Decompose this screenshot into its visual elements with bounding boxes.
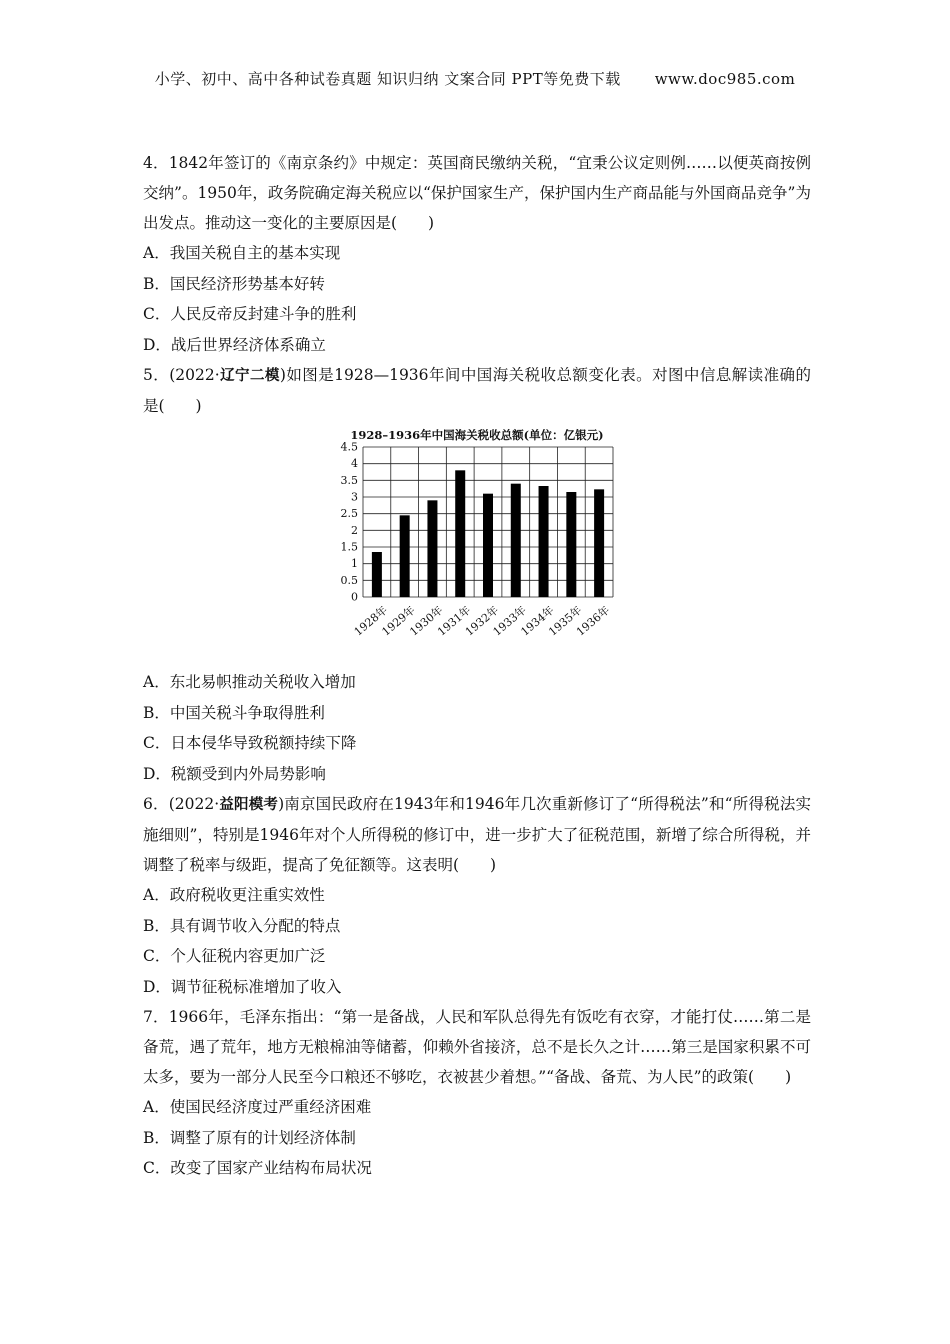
x-tick-label: 1931年 (435, 603, 474, 639)
bar-1935年 (566, 492, 576, 597)
bar-1929年 (400, 515, 410, 597)
option-c: C．人民反帝反封建斗争的胜利 (143, 305, 357, 323)
option-a: A．使国民经济度过严重经济困难 (143, 1098, 372, 1116)
question-6 (143, 789, 811, 1002)
bar-1933年 (511, 484, 521, 597)
header-text: 小学、初中、高中各种试卷真题 知识归纳 文案合同 PPT等免费下载 (154, 70, 621, 88)
question-text: 1966年，毛泽东指出：“第一是备战，人民和军队总得先有饭吃有衣穿，才能打仗……第二是备荒，遇了荒年，地方无粮棉油等储蓄，仰赖外省接济，总不是长久之计……第三是国家积累不可太多，要为一部分人民至今口粮还不够吃，衣被甚少着想。”“备战、备荒、为人民”的政策( ) (143, 1008, 811, 1086)
bar-1930年 (427, 500, 437, 597)
question-number: 6． (143, 795, 169, 813)
bar-1931年 (455, 470, 465, 597)
question-stem (143, 1002, 811, 1092)
option-b: B．中国关税斗争取得胜利 (143, 703, 325, 722)
y-tick-label: 4.5 (340, 440, 358, 454)
option-a: A．东北易帜推动关税收入增加 (143, 673, 356, 691)
bar-1928年 (372, 552, 382, 597)
option-c: C．个人征税内容更加广泛 (143, 947, 326, 965)
chart-bars (372, 470, 604, 597)
question-text: )如图是1928—1936年间中国海关税收总额变化表。对图中信息解读准确的是( ) (143, 366, 811, 415)
question-source: 辽宁二模 (219, 368, 280, 384)
question-text: 1842年签订的《南京条约》中规定：英国商民缴纳关税，“宜秉公议定则例……以便英商按例交纳”。1950年，政务院确定海关税应以“保护国家生产，保护国内生产商品能与外国商品竞争”为出发点。推动这一变化的主要原因是( ) (143, 154, 811, 232)
option-c: C．日本侵华导致税额持续下降 (143, 734, 357, 752)
question-5 (143, 360, 811, 789)
option-c: C．改变了国家产业结构布局状况 (143, 1159, 372, 1177)
question-number: 7． (143, 1008, 169, 1026)
y-tick-label: 1.5 (340, 540, 358, 554)
bar-1932年 (483, 494, 493, 597)
page-header (0, 68, 950, 89)
chart-title: 1928–1936年中国海关税收总额(单位：亿银元) (350, 428, 604, 442)
y-tick-label: 1 (351, 557, 358, 571)
question-text: )南京国民政府在1943年和1946年几次重新修订了“所得税法”和“所得税法实施细则”，特别是1946年对个人所得税的修订中，进一步扩大了征税范围，新增了综合所得税，并调整了税率与级距，提高了免征额等。这表明( ) (143, 795, 812, 874)
question-number: 4． (143, 154, 169, 172)
x-axis-ticks (351, 603, 612, 639)
x-tick-label: 1934年 (518, 603, 557, 639)
header-site: www.doc985.com (654, 70, 796, 88)
x-tick-label: 1935年 (546, 603, 585, 639)
x-tick-label: 1929年 (379, 603, 418, 639)
question-stem: 5．(2022·辽宁二模)如图是1928—1936年间中国海关税收总额变化表。对图中信息解读准确的是( ) (143, 366, 811, 415)
y-axis-ticks (341, 441, 359, 604)
option-b: B．国民经济形势基本好转 (143, 274, 325, 293)
option-d: D．战后世界经济体系确立 (143, 335, 326, 354)
option-a: A．我国关税自主的基本实现 (143, 244, 341, 262)
bar-1936年 (594, 489, 604, 597)
question-4 (143, 148, 811, 360)
y-tick-label: 4 (351, 457, 358, 471)
bar-1934年 (539, 486, 549, 597)
question-stem: 6．(2022·益阳模考)南京国民政府在1943年和1946年几次重新修订了“所得税法”和“所得税法实施细则”，特别是1946年对个人所得税的修订中，进一步扩大了征税范围，新增了综合所得税，并调整了税率与级距，提高了免征额等。这表明( ) (143, 795, 812, 874)
tariff-chart (327, 427, 627, 661)
tariff-bar-chart (327, 427, 627, 661)
question-source: 益阳模考 (219, 797, 279, 813)
x-tick-label: 1930年 (407, 603, 446, 639)
option-b: B．调整了原有的计划经济体制 (143, 1128, 356, 1147)
y-tick-label: 3.5 (340, 473, 358, 487)
x-tick-label: 1928年 (351, 603, 390, 639)
x-tick-label: 1933年 (490, 603, 529, 639)
option-d: D．税额受到内外局势影响 (143, 764, 326, 783)
question-7 (143, 1002, 811, 1184)
y-tick-label: 0 (351, 590, 358, 604)
question-list (143, 148, 811, 1184)
y-tick-label: 2.5 (340, 507, 358, 521)
question-stem (143, 148, 811, 238)
question-number: 5． (143, 366, 170, 384)
y-tick-label: 3 (351, 490, 358, 504)
option-d: D．调节征税标准增加了收入 (143, 977, 342, 996)
y-tick-label: 2 (351, 523, 358, 537)
x-tick-label: 1932年 (462, 603, 502, 639)
option-a: A．政府税收更注重实效性 (143, 886, 325, 904)
option-b: B．具有调节收入分配的特点 (143, 916, 341, 935)
x-tick-label: 1936年 (573, 603, 613, 639)
y-tick-label: 0.5 (340, 573, 358, 587)
